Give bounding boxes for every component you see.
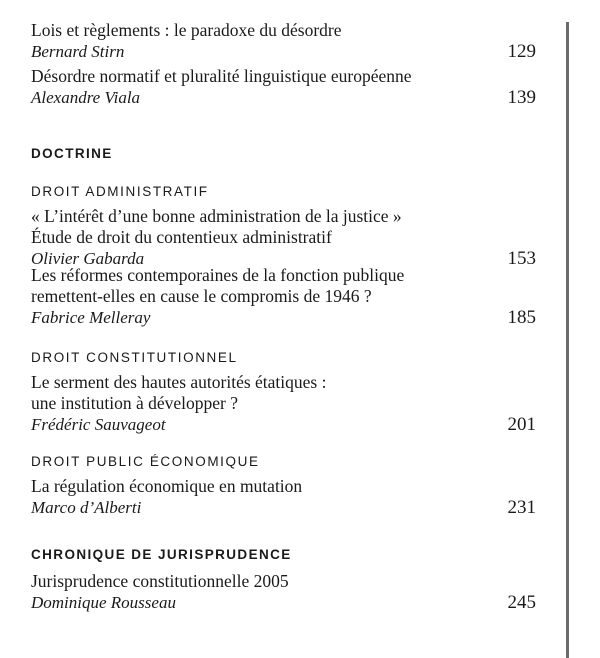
entry-title: Désordre normatif et pluralité linguistique européenne	[31, 66, 412, 86]
entry-title-line: Le serment des hautes autorités étatiques :	[31, 372, 327, 392]
entry-title: Jurisprudence constitutionnelle 2005	[31, 571, 289, 591]
entry-page-number: 139	[507, 87, 536, 108]
entry-title: La régulation économique en mutation	[31, 476, 303, 496]
entry-title-line: remettent-elles en cause le compromis de 1946 ?	[31, 286, 372, 306]
entry-author: Fabrice Melleray	[31, 308, 151, 327]
entry-page-number: 231	[507, 497, 536, 518]
entry-page-number: 129	[507, 41, 536, 62]
toc-entry[interactable]	[31, 66, 536, 108]
page-edge-rule	[566, 22, 569, 658]
subsection-heading-droit-public-economique: DROIT PUBLIC ÉCONOMIQUE	[31, 454, 260, 469]
entry-page-number: 245	[507, 592, 536, 613]
entry-page-number: 201	[507, 414, 536, 435]
entry-title-line: une institution à développer ?	[31, 393, 239, 413]
entry-title: Lois et règlements : le paradoxe du désordre	[31, 20, 342, 40]
entry-author: Frédéric Sauvageot	[31, 415, 166, 434]
entry-author: Dominique Rousseau	[31, 593, 176, 612]
subsection-heading-droit-constitutionnel: DROIT CONSTITUTIONNEL	[31, 350, 238, 365]
entry-title-line: « L’intérêt d’une bonne administration de la justice »	[31, 206, 402, 226]
entry-page-number: 153	[507, 248, 536, 269]
section-heading-doctrine: DOCTRINE	[31, 146, 113, 161]
entry-author: Marco d’Alberti	[31, 498, 142, 517]
subsection-heading-droit-administratif: DROIT ADMINISTRATIF	[31, 184, 209, 199]
toc-entry[interactable]	[31, 206, 536, 269]
toc-entry[interactable]	[31, 476, 536, 518]
entry-author: Bernard Stirn	[31, 42, 125, 61]
entry-title-line: Étude de droit du contentieux administratif	[31, 227, 332, 247]
entry-author: Alexandre Viala	[31, 88, 141, 107]
entry-title-line: Les réformes contemporaines de la fonction publique	[31, 265, 405, 285]
entry-page-number: 185	[507, 307, 536, 328]
toc-entry[interactable]	[31, 571, 536, 613]
toc-entry[interactable]	[31, 20, 536, 62]
toc-entry[interactable]	[31, 265, 536, 328]
entry-author: Olivier Gabarda	[31, 249, 145, 268]
section-heading-chronique-de-jurisprudence: CHRONIQUE DE JURISPRUDENCE	[31, 547, 292, 562]
toc-entry[interactable]	[31, 372, 536, 435]
